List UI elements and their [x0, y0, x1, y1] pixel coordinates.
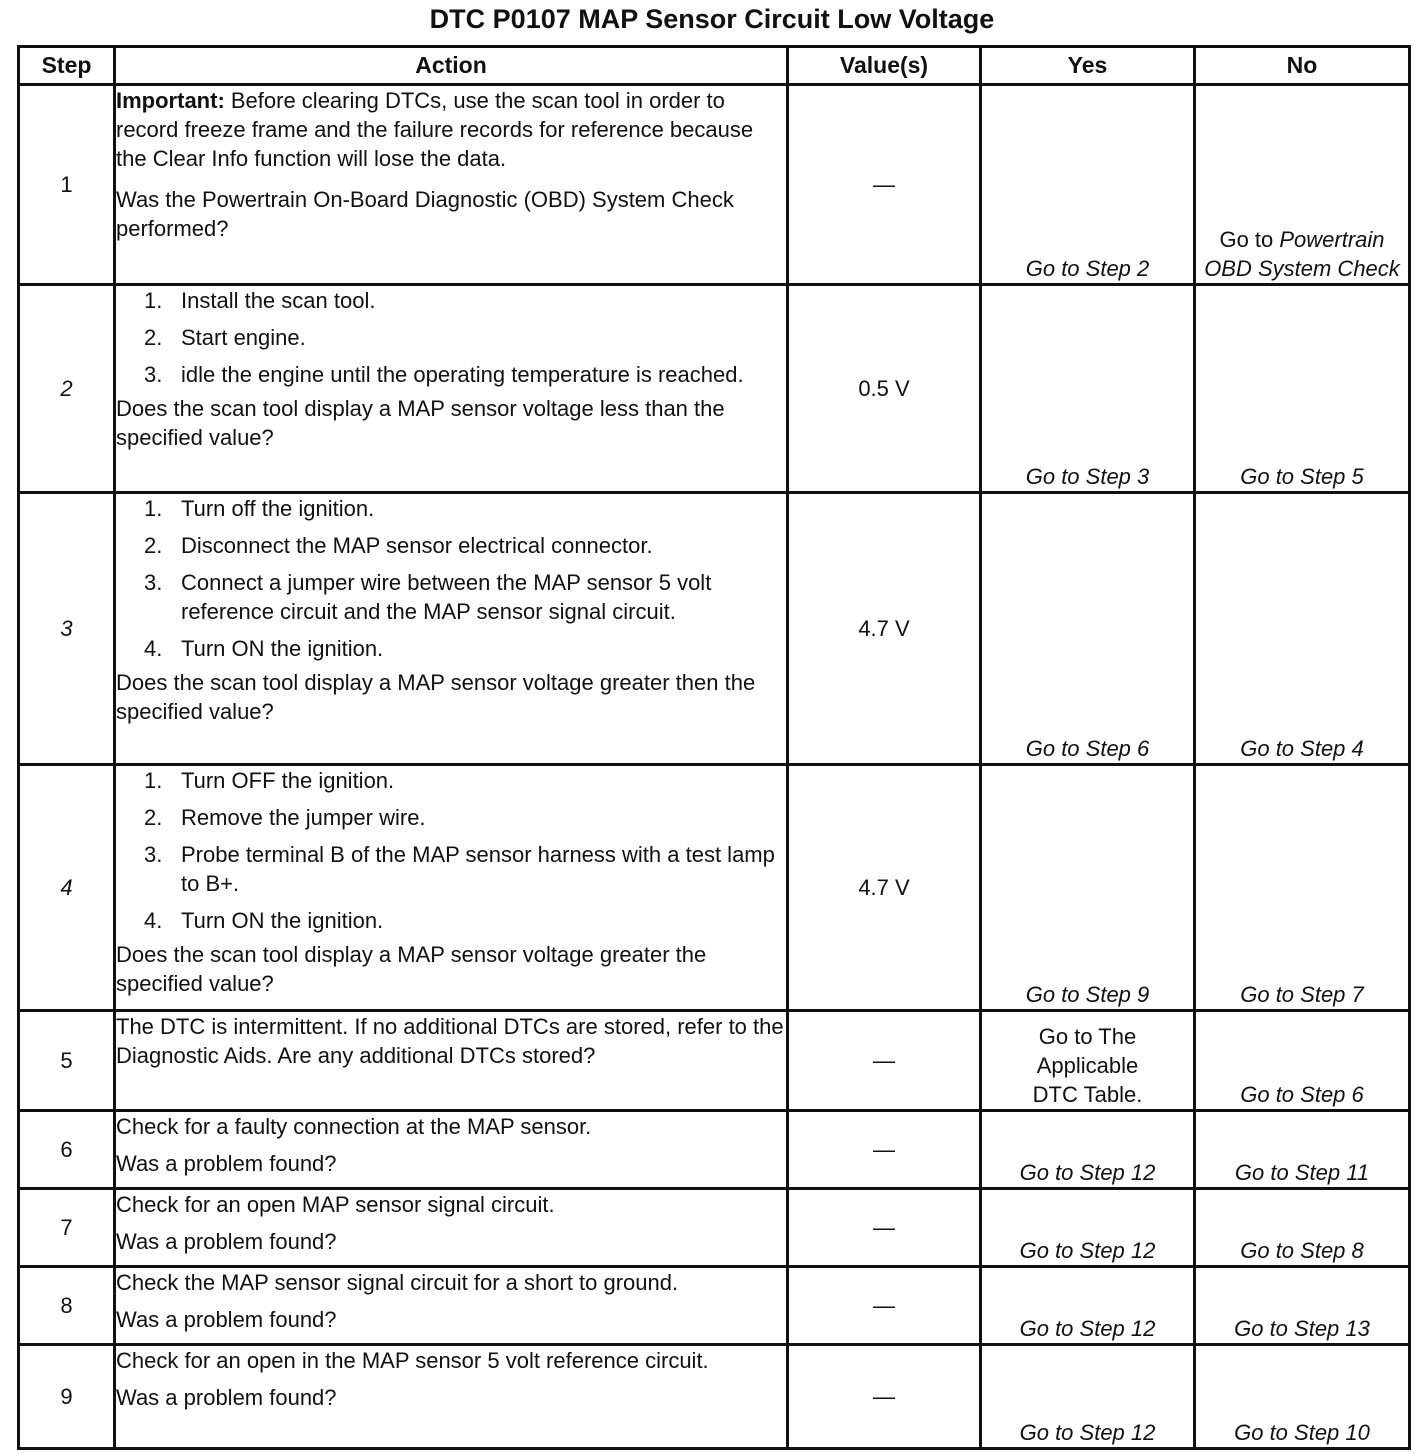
action-question: Does the scan tool display a MAP sensor voltage greater then the specified value?: [116, 670, 756, 724]
step-number: 6: [19, 1111, 115, 1189]
table-row: [19, 1111, 1410, 1189]
important-label: Important:: [116, 88, 225, 113]
header-yes: Yes: [981, 47, 1195, 85]
action-cell: [115, 765, 788, 1011]
action-text: The DTC is intermittent. If no additional DTCs are stored, refer to the Diagnostic Aids. Are any additional DTCs stored?: [116, 1014, 784, 1068]
value-cell: 4.7 V: [788, 493, 981, 765]
action-question: Does the scan tool display a MAP sensor voltage greater the specified value?: [116, 942, 707, 996]
yes-cell: Go to Step 9: [981, 765, 1195, 1011]
no-cell: [1195, 85, 1410, 285]
instruction-list: [116, 494, 786, 663]
no-cell: Go to Step 6: [1195, 1011, 1410, 1111]
instruction-list: [116, 766, 786, 935]
action-cell: [115, 1189, 788, 1267]
value-cell: —: [788, 1111, 981, 1189]
action-cell: [115, 1011, 788, 1111]
table-row: [19, 1345, 1410, 1449]
action-cell: [115, 1267, 788, 1345]
no-link: Powertrain OBD System Check: [1204, 227, 1400, 281]
instruction-item: 1. Turn off the ignition.: [144, 496, 375, 521]
table-row: [19, 1267, 1410, 1345]
action-question: Was the Powertrain On-Board Diagnostic (OBD) System Check performed?: [116, 187, 734, 241]
table-row: [19, 1189, 1410, 1267]
action-cell: [115, 493, 788, 765]
step-number: 2: [19, 285, 115, 493]
yes-cell: [981, 1011, 1195, 1111]
table-row: [19, 1011, 1410, 1111]
value-cell: —: [788, 85, 981, 285]
important-note: [116, 86, 786, 173]
yes-cell: Go to Step 12: [981, 1111, 1195, 1189]
yes-cell: Go to Step 6: [981, 493, 1195, 765]
value-cell: —: [788, 1011, 981, 1111]
yes-cell: Go to Step 12: [981, 1267, 1195, 1345]
yes-cell: Go to Step 2: [981, 85, 1195, 285]
header-row: [19, 47, 1410, 85]
instruction-item: 2. Start engine.: [144, 325, 306, 350]
instruction-list: [116, 286, 786, 389]
table-row: [19, 85, 1410, 285]
header-action: Action: [115, 47, 788, 85]
yes-cell: Go to Step 12: [981, 1189, 1195, 1267]
diagnostic-table: [17, 45, 1411, 1450]
instruction-item: 4. Turn ON the ignition.: [144, 908, 384, 933]
header-values: Value(s): [788, 47, 981, 85]
action-text: Check for a faulty connection at the MAP sensor.: [116, 1114, 592, 1139]
table-row: [19, 765, 1410, 1011]
action-cell: [115, 85, 788, 285]
instruction-item: 1. Turn OFF the ignition.: [144, 768, 395, 793]
action-cell: [115, 1111, 788, 1189]
step-number: 9: [19, 1345, 115, 1449]
instruction-item: 4. Turn ON the ignition.: [144, 636, 384, 661]
action-question: Was a problem found?: [116, 1385, 337, 1410]
yes-text: Go to The Applicable DTC Table.: [1032, 1024, 1143, 1107]
no-cell: Go to Step 7: [1195, 765, 1410, 1011]
header-no: No: [1195, 47, 1410, 85]
page-title: DTC P0107 MAP Sensor Circuit Low Voltage: [429, 4, 995, 34]
action-text: Check for an open in the MAP sensor 5 volt reference circuit.: [116, 1348, 709, 1373]
step-number: 8: [19, 1267, 115, 1345]
action-text: Check the MAP sensor signal circuit for a short to ground.: [116, 1270, 679, 1295]
value-cell: —: [788, 1267, 981, 1345]
value-cell: —: [788, 1345, 981, 1449]
yes-cell: Go to Step 3: [981, 285, 1195, 493]
instruction-item: 3. Connect a jumper wire between the MAP sensor 5 volt reference circuit and the MAP sensor signal circuit.: [144, 570, 712, 624]
step-number: 1: [19, 85, 115, 285]
no-cell: Go to Step 5: [1195, 285, 1410, 493]
no-cell: Go to Step 10: [1195, 1345, 1410, 1449]
no-cell: Go to Step 8: [1195, 1189, 1410, 1267]
action-question: Was a problem found?: [116, 1229, 337, 1254]
step-number: 4: [19, 765, 115, 1011]
step-number: 5: [19, 1011, 115, 1111]
step-number: 7: [19, 1189, 115, 1267]
action-text: Check for an open MAP sensor signal circuit.: [116, 1192, 555, 1217]
table-row: [19, 493, 1410, 765]
action-cell: [115, 285, 788, 493]
value-cell: 4.7 V: [788, 765, 981, 1011]
action-question: Was a problem found?: [116, 1307, 337, 1332]
instruction-item: 3. Probe terminal B of the MAP sensor harness with a test lamp to B+.: [144, 842, 775, 896]
no-cell: Go to Step 4: [1195, 493, 1410, 765]
instruction-item: 1. Install the scan tool.: [144, 288, 376, 313]
important-text: Before clearing DTCs, use the scan tool in order to record freeze frame and the failure records for reference because the Clear Info function will lose the data.: [116, 88, 754, 171]
no-cell: Go to Step 11: [1195, 1111, 1410, 1189]
yes-cell: Go to Step 12: [981, 1345, 1195, 1449]
value-cell: 0.5 V: [788, 285, 981, 493]
no-cell: Go to Step 13: [1195, 1267, 1410, 1345]
action-question: Does the scan tool display a MAP sensor voltage less than the specified value?: [116, 396, 725, 450]
value-cell: —: [788, 1189, 981, 1267]
instruction-item: 2. Remove the jumper wire.: [144, 805, 426, 830]
action-cell: [115, 1345, 788, 1449]
table-row: [19, 285, 1410, 493]
step-number: 3: [19, 493, 115, 765]
instruction-item: 3. idle the engine until the operating temperature is reached.: [144, 362, 744, 387]
no-prefix: Go to: [1219, 227, 1280, 252]
instruction-item: 2. Disconnect the MAP sensor electrical connector.: [144, 533, 653, 558]
header-step: Step: [19, 47, 115, 85]
action-question: Was a problem found?: [116, 1151, 337, 1176]
